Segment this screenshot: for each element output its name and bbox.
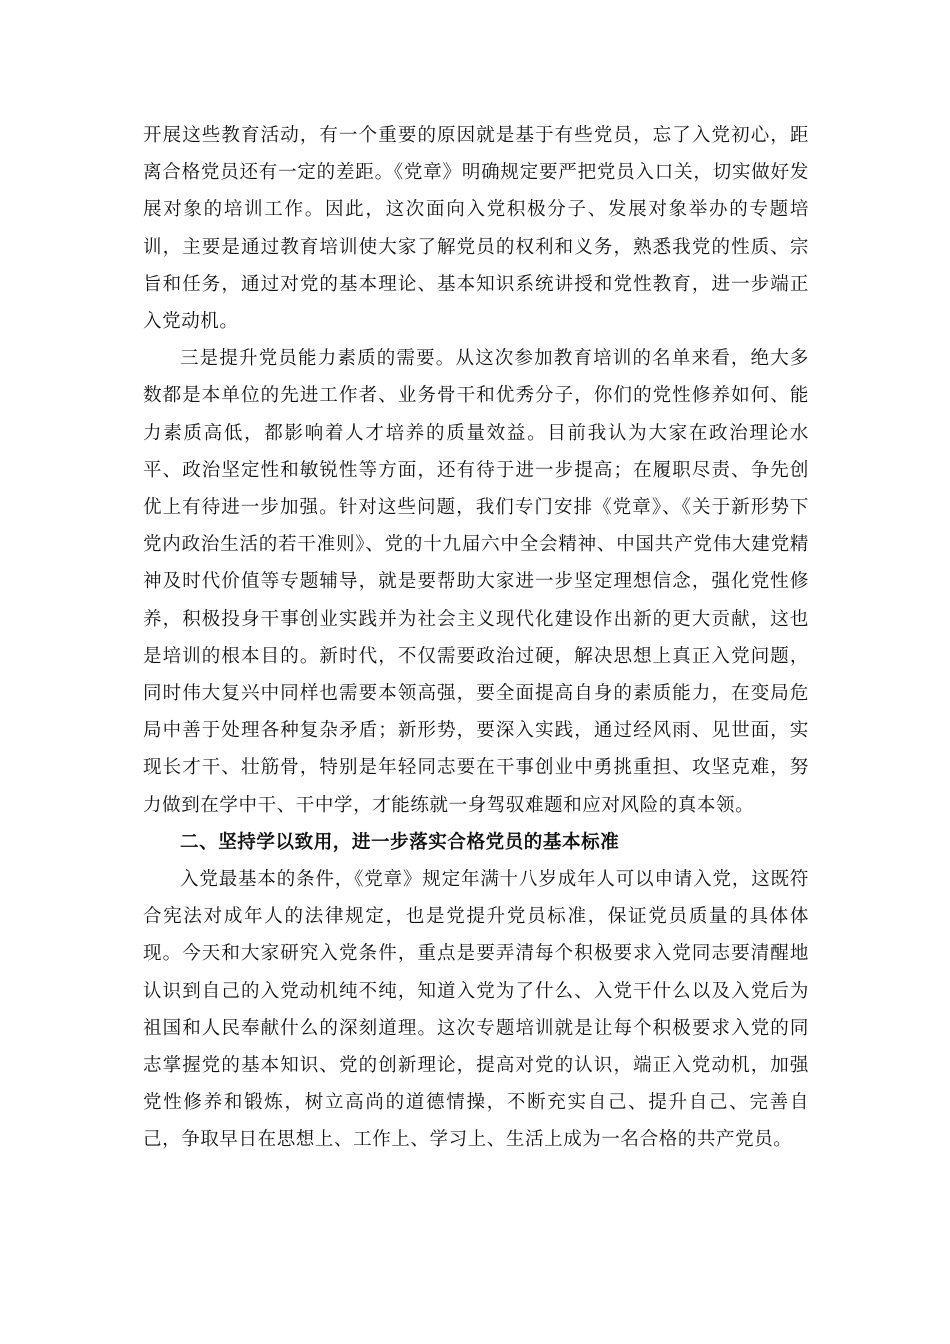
paragraph-education-reason: 开展这些教育活动，有一个重要的原因就是基于有些党员，忘了入党初心，距离合格党员还有一定的差距。《党章》明确规定要严把党员入口关，切实做好发展对象的培训工作。因此，这次面向入党积极分子、发展对象举办的专题培训，主要是通过教育培训使大家了解党员的权利和义务，熟悉我党的性质、宗旨和任务，通过对党的基本理论、基本知识系统讲授和党性教育，进一步端正入党动机。 xyxy=(143,125,809,333)
paragraph-ability-quality: 三是提升党员能力素质的需要。从这次参加教育培训的名单来看，绝大多数都是本单位的先进工作者、业务骨干和优秀分子，你们的党性修养如何、能力素质高低，都影响着人才培养的质量效益。目前我认为大家在政治理论水平、政治坚定性和敏锐性等方面，还有待于进一步提高；在履职尽责、争先创优上有待进一步加强。针对这些问题，我们专门安排《党章》、《关于新形势下党内政治生活的若干准则》、党的十九届六中全会精神、中国共产党伟大建党精神及时代价值等专题辅导，就是要帮助大家进一步坚定理想信念，强化党性修养，积极投身干事创业实践并为社会主义现代化建设作出新的更大贡献，这也是培训的根本目的。新时代，不仅需要政治过硬，解决思想上真正入党问题，同时伟大复兴中同样也需要本领高强，要全面提高自身的素质能力，在变局危局中善于处理各种复杂矛盾；新形势，要深入实践，通过经风雨、见世面，实现长才干、壮筋骨，特别是年轻同志要在干事创业中勇挑重担、攻坚克难，努力做到在学中干、干中学，才能练就一身驾驭难题和应对风险的真本领。 xyxy=(143,348,809,816)
section-heading-two: 二、坚持学以致用，进一步落实合格党员的基本标准 xyxy=(180,831,620,853)
paragraph-party-conditions: 入党最基本的条件，《党章》规定年满十八岁成年人可以申请入党，这既符合宪法对成年人的法律规定，也是党提升党员标准，保证党员质量的具体体现。今天和大家研究入党条件，重点是要弄清每个积极要求入党同志要清醒地认识到自己的入党动机纯不纯，知道入党为了什么、入党干什么以及入党后为祖国和人民奉献什么的深刻道理。这次专题培训就是让每个积极要求入党的同志掌握党的基本知识、党的创新理论，提高对党的认识，端正入党动机，加强党性修养和锻炼，树立高尚的道德情操，不断充实自己、提升自己、完善自己，争取早日在思想上、工作上、学习上、生活上成为一名合格的共产党员。 xyxy=(143,869,809,1151)
document-body xyxy=(143,117,809,1159)
